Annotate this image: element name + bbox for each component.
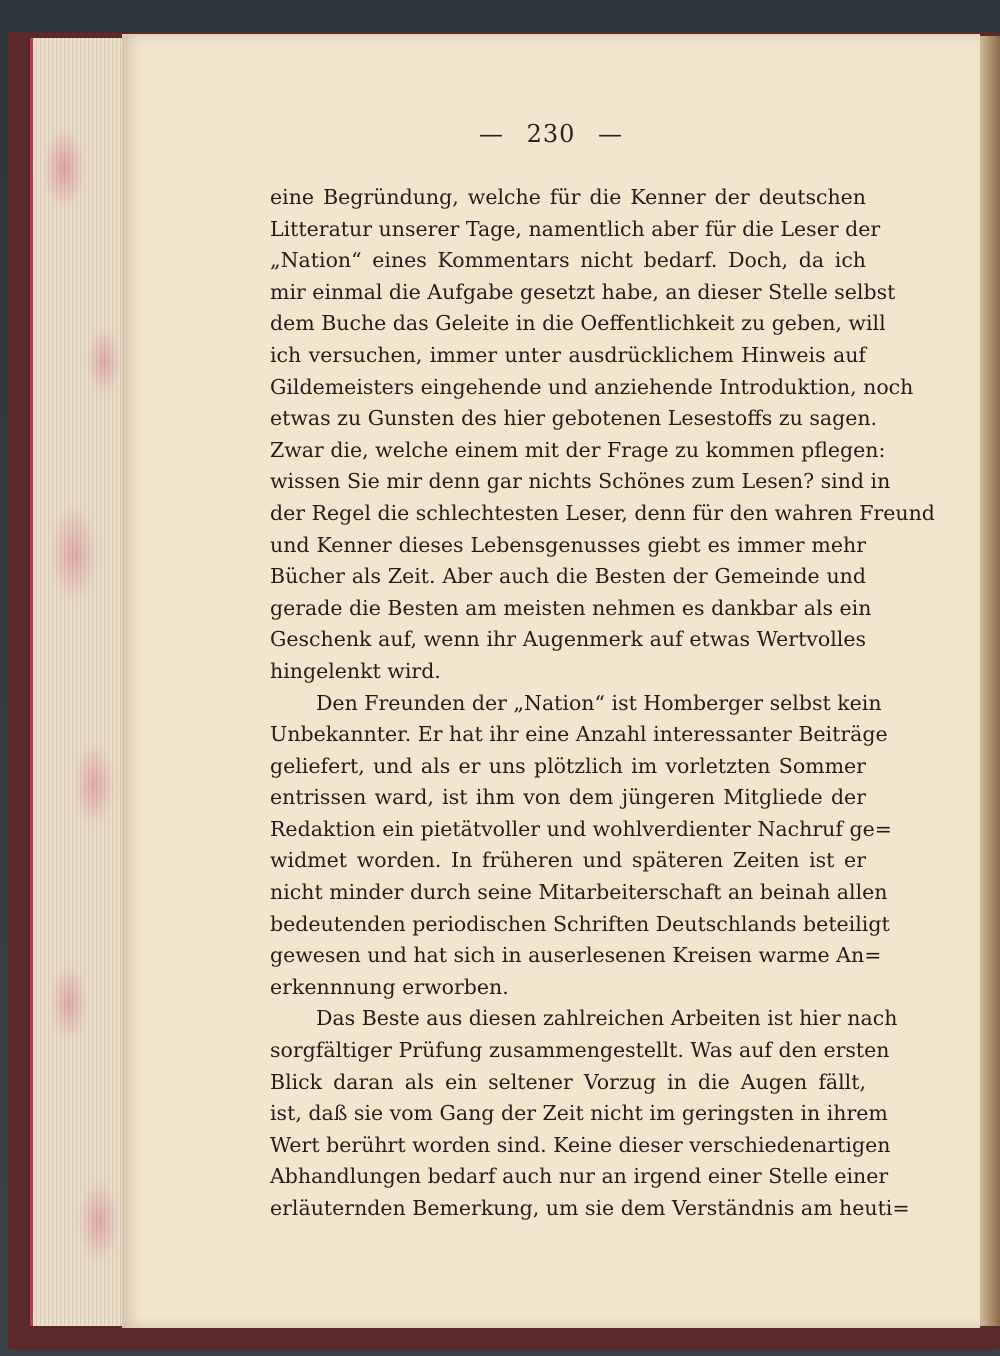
text-line: nicht minder durch seine Mitarbeiterschaft an beinah allen bbox=[270, 880, 888, 905]
header-dash-right: — bbox=[598, 120, 624, 148]
text-line: Geschenk auf, wenn ihr Augenmerk auf etwas Wertvolles bbox=[270, 627, 866, 652]
text-line: ich versuchen, immer unter ausdrücklichem Hinweis auf bbox=[270, 342, 866, 367]
text-line: bedeutenden periodischen Schriften Deutschlands beteiligt bbox=[270, 911, 890, 936]
text-line: „Nation“ eines Kommentars nicht bedarf. Doch, da ich bbox=[270, 248, 866, 273]
text-line: mir einmal die Aufgabe gesetzt habe, an dieser Stelle selbst bbox=[270, 279, 896, 304]
text-line: der Regel die schlechtesten Leser, denn für den wahren Freund bbox=[270, 500, 935, 525]
page-number: 230 bbox=[526, 120, 576, 148]
text-line: Unbekannter. Er hat ihr eine Anzahl interessanter Beiträge bbox=[270, 722, 888, 747]
text-line: Litteratur unserer Tage, namentlich aber für die Leser der bbox=[270, 216, 881, 241]
text-line: dem Buche das Geleite in die Oeffentlichkeit zu geben, will bbox=[270, 311, 886, 336]
text-line-paragraph-end: erkennnung erworben. bbox=[270, 974, 509, 999]
text-line-paragraph-start: Das Beste aus diesen zahlreichen Arbeiten ist hier nach bbox=[316, 1006, 898, 1031]
body-text bbox=[270, 182, 935, 1225]
text-line: erläuternden Bemerkung, um sie dem Verständnis am heuti= bbox=[270, 1196, 910, 1220]
book-page bbox=[122, 34, 980, 1328]
text-line: wissen Sie mir denn gar nichts Schönes zum Lesen? sind in bbox=[270, 469, 891, 494]
text-line: Bücher als Zeit. Aber auch die Besten der Gemeinde und bbox=[270, 564, 866, 589]
text-line: eine Begründung, welche für die Kenner der deutschen bbox=[270, 185, 866, 209]
text-line: gerade die Besten am meisten nehmen es dankbar als ein bbox=[270, 595, 872, 620]
text-line: Blick daran als ein seltener Vorzug in die Augen fällt, bbox=[270, 1069, 866, 1094]
text-line: sorgfältiger Prüfung zusammengestellt. Was auf den ersten bbox=[270, 1038, 890, 1063]
page-number-header bbox=[122, 120, 980, 148]
text-line: entrissen ward, ist ihm von dem jüngeren Mitgliede der bbox=[270, 785, 866, 810]
text-line: etwas zu Gunsten des hier gebotenen Lesestoffs zu sagen. bbox=[270, 406, 878, 431]
text-line: ist, daß sie vom Gang der Zeit nicht im geringsten in ihrem bbox=[270, 1101, 888, 1126]
text-line: geliefert, und als er uns plötzlich im vorletzten Sommer bbox=[270, 753, 866, 778]
text-line: und Kenner dieses Lebensgenusses giebt es immer mehr bbox=[270, 532, 866, 557]
text-line: widmet worden. In früheren und späteren Zeiten ist er bbox=[270, 848, 866, 873]
text-line: gewesen und hat sich in auserlesenen Kreisen warme An= bbox=[270, 943, 882, 968]
text-line: Abhandlungen bedarf auch nur an irgend einer Stelle einer bbox=[270, 1164, 889, 1189]
header-dash-left: — bbox=[478, 120, 504, 148]
text-line: Redaktion ein pietätvoller und wohlverdienter Nachruf ge= bbox=[270, 816, 892, 841]
text-line: Zwar die, welche einem mit der Frage zu kommen pflegen: bbox=[270, 437, 886, 462]
text-line-paragraph-start: Den Freunden der „Nation“ ist Homberger selbst kein bbox=[316, 690, 882, 715]
text-line-paragraph-end: hingelenkt wird. bbox=[270, 658, 441, 683]
text-line: Wert berührt worden sind. Keine dieser verschiedenartigen bbox=[270, 1132, 891, 1157]
text-line: Gildemeisters eingehende und anziehende Introduktion, noch bbox=[270, 374, 914, 399]
